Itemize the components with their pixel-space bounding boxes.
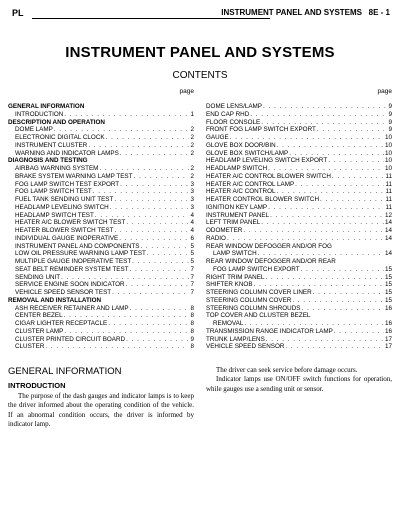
toc-entry-label: BRAKE SYSTEM WARNING LAMP TEST bbox=[15, 172, 133, 180]
toc-leader-dots bbox=[250, 111, 387, 119]
toc-leader-dots bbox=[320, 196, 384, 204]
toc-entry-page: 8 bbox=[190, 312, 194, 320]
toc-entry-label: INTRODUCTION bbox=[15, 110, 64, 118]
toc-entry-label: IGNITION KEY LAMP bbox=[206, 203, 268, 211]
toc-entry-label: DOME LENS/LAMP bbox=[206, 103, 262, 110]
toc-entry-label: INDIVIDUAL GAUGE INOPERATIVE bbox=[15, 234, 119, 242]
toc-entry-label: ODOMETER bbox=[206, 227, 243, 234]
toc-entry[interactable] bbox=[8, 150, 194, 158]
toc-entry-label: SENDING UNIT bbox=[15, 273, 61, 281]
toc-entry-label: HEADLAMP LEVELING SWITCH EXPORT bbox=[206, 157, 328, 165]
toc-entry[interactable] bbox=[206, 243, 392, 251]
toc-entry-page: 7 bbox=[190, 281, 194, 289]
toc-entry-label: CLUSTER LAMP bbox=[15, 327, 64, 335]
toc-entry-label: GAUGE bbox=[206, 134, 229, 141]
toc-leader-dots bbox=[317, 126, 388, 134]
toc-entry[interactable] bbox=[206, 126, 392, 134]
toc-entry-label: FOG LAMP SWITCH TEST bbox=[15, 188, 92, 196]
toc-entry-page: 2 bbox=[190, 149, 194, 157]
toc-leader-dots bbox=[99, 165, 189, 173]
toc-leader-dots bbox=[140, 243, 189, 251]
toc-entry-page: 7 bbox=[190, 265, 194, 273]
toc-entry-label: HEATER A/C CONTROL BLOWER SWITCH bbox=[206, 172, 331, 180]
toc-entry-label: STEERING COLUMN COVER bbox=[206, 296, 292, 304]
toc-entry-label: DOME LAMP bbox=[15, 126, 53, 134]
toc-left-column bbox=[8, 88, 194, 351]
toc-entry-page: 5 bbox=[190, 250, 194, 258]
toc-entry-label: VEHICLE SPEED SENSOR TEST bbox=[15, 289, 112, 296]
toc-entry[interactable] bbox=[8, 126, 194, 134]
toc-leader-dots bbox=[112, 289, 189, 297]
toc-entry-page: 9 bbox=[388, 118, 392, 126]
toc-leader-dots bbox=[93, 188, 190, 196]
toc-entry[interactable] bbox=[206, 320, 392, 328]
toc-leader-dots bbox=[61, 274, 189, 282]
toc-entry-page: 5 bbox=[190, 242, 194, 250]
toc-entry[interactable] bbox=[8, 165, 194, 173]
toc-entry-label: CENTER BEZEL bbox=[15, 312, 63, 320]
toc-entry-page: 10 bbox=[384, 134, 392, 141]
toc-entry[interactable] bbox=[8, 111, 194, 119]
toc-entry-page: 16 bbox=[384, 304, 392, 312]
toc-entry-label: REAR WINDOW DEFOGGER AND/OR FOG bbox=[206, 242, 332, 250]
toc-entry-page: 11 bbox=[385, 196, 392, 203]
toc-entry-page: 10 bbox=[384, 165, 392, 172]
toc-section-heading bbox=[8, 103, 194, 111]
toc-entry-label: HEADLAMP SWITCH bbox=[206, 165, 268, 172]
toc-entry[interactable] bbox=[8, 173, 194, 181]
toc-entry-page: 4 bbox=[190, 227, 194, 234]
toc-entry[interactable] bbox=[8, 266, 194, 274]
contents-heading: CONTENTS bbox=[172, 70, 228, 81]
toc-leader-dots bbox=[266, 336, 384, 344]
toc-entry-label: LAMP SWITCH bbox=[213, 250, 257, 258]
toc-entry-page: 12 bbox=[384, 211, 392, 219]
toc-leader-dots bbox=[258, 250, 384, 258]
toc-entry-page: 11 bbox=[385, 180, 392, 188]
toc-entry-page: 7 bbox=[190, 273, 194, 281]
toc-leader-dots bbox=[265, 274, 384, 282]
toc-entry-label: GLOVE BOX DOOR/BIN bbox=[206, 141, 276, 149]
toc-entry[interactable] bbox=[206, 150, 392, 158]
toc-entry-label: RADIO bbox=[206, 234, 226, 242]
toc-entry-label: TOP COVER AND CLUSTER BEZEL bbox=[206, 312, 311, 320]
toc-entry-page: 7 bbox=[190, 289, 194, 296]
toc-entry[interactable] bbox=[206, 312, 392, 320]
toc-entry-page: 10 bbox=[384, 157, 392, 165]
toc-entry-page: 9 bbox=[388, 126, 392, 134]
toc-leader-dots bbox=[95, 212, 190, 220]
toc-entry-label: TRUNK LAMP/LENS bbox=[206, 335, 265, 343]
toc-entry-label: AIRBAG WARNING SYSTEM bbox=[15, 165, 99, 172]
toc-entry-label: STEERING COLUMN COVER LINER bbox=[206, 289, 312, 296]
toc-leader-dots bbox=[334, 328, 384, 336]
introduction-paragraph: The purpose of the dash gauges and indicator lamps is to keep the driver informed about the operating condition of the vehicle. If an abnormal condition occurs, the driver is informed by indicator lamp. bbox=[8, 392, 194, 429]
toc-entry-label: FUEL TANK SENDING UNIT TEST bbox=[15, 196, 114, 203]
toc-entry-page: 9 bbox=[388, 103, 392, 110]
toc-leader-dots bbox=[120, 181, 189, 189]
toc-entry-label: INSTRUMENT PANEL bbox=[206, 211, 270, 219]
toc-leader-dots bbox=[254, 281, 384, 289]
toc-leader-dots bbox=[277, 188, 385, 196]
toc-section-label: REMOVAL AND INSTALLATION bbox=[8, 296, 102, 304]
introduction-continued bbox=[206, 366, 392, 394]
toc-entry[interactable] bbox=[206, 196, 392, 204]
toc-entry-label: HEATER A/C CONTROL bbox=[206, 188, 276, 196]
toc-entry-page: 14 bbox=[384, 234, 392, 242]
toc-section-label: DIAGNOSIS AND TESTING bbox=[8, 157, 88, 165]
toc-entry-label: FOG LAMP SWITCH EXPORT bbox=[213, 265, 300, 273]
toc-entry-label: FRONT FOG LAMP SWITCH EXPORT bbox=[206, 126, 316, 134]
toc-entry[interactable] bbox=[8, 212, 194, 220]
toc-leader-dots bbox=[243, 227, 384, 235]
toc-entry-page: 1 bbox=[190, 110, 194, 118]
toc-entry[interactable] bbox=[206, 328, 392, 336]
toc-entry-label: SHIFTER KNOB bbox=[206, 281, 253, 289]
header-model-code: PL bbox=[12, 8, 24, 18]
toc-entry[interactable] bbox=[206, 188, 392, 196]
toc-entry-label: SEAT BELT REMINDER SYSTEM TEST bbox=[15, 265, 129, 273]
toc-leader-dots bbox=[133, 173, 189, 181]
toc-leader-dots bbox=[45, 343, 189, 351]
toc-entry-label: HEATER BLOWER SWITCH TEST bbox=[15, 227, 114, 234]
toc-entry[interactable] bbox=[206, 266, 392, 274]
toc-entry-page: 15 bbox=[384, 281, 392, 289]
toc-entry-label: HEADLAMP SWITCH TEST bbox=[15, 211, 94, 219]
toc-entry-label: REMOVAL bbox=[213, 320, 244, 327]
toc-entry-page: 5 bbox=[190, 258, 194, 265]
toc-entry[interactable] bbox=[8, 219, 194, 227]
toc-entry-page: 15 bbox=[384, 289, 392, 296]
toc-entry[interactable] bbox=[8, 227, 194, 235]
toc-entry-page: 3 bbox=[190, 188, 194, 196]
toc-entry[interactable] bbox=[206, 204, 392, 212]
toc-entry[interactable] bbox=[206, 157, 392, 165]
toc-entry-page: 2 bbox=[190, 126, 194, 134]
toc-leader-dots bbox=[244, 320, 384, 328]
toc-entry[interactable] bbox=[206, 235, 392, 243]
toc-leader-dots bbox=[328, 157, 384, 165]
toc-entry-page: 15 bbox=[384, 265, 392, 273]
toc-entry-label: CLUSTER PRINTED CIRCUIT BOARD bbox=[15, 335, 126, 343]
toc-entry[interactable] bbox=[206, 281, 392, 289]
toc-entry-page: 15 bbox=[384, 273, 392, 281]
toc-leader-dots bbox=[126, 281, 190, 289]
toc-entry-label: HEATER A/C CONTROL LAMP bbox=[206, 180, 295, 188]
toc-leader-dots bbox=[130, 305, 190, 313]
toc-section-label: DESCRIPTION AND OPERATION bbox=[8, 118, 105, 126]
toc-entry[interactable] bbox=[8, 204, 194, 212]
toc-entry-page: 14 bbox=[384, 250, 392, 258]
toc-entry-page: 15 bbox=[384, 296, 392, 304]
toc-entry[interactable] bbox=[206, 181, 392, 189]
toc-entry[interactable] bbox=[8, 312, 194, 320]
toc-leader-dots bbox=[106, 134, 190, 142]
toc-leader-dots bbox=[277, 142, 384, 150]
toc-entry-page: 11 bbox=[385, 203, 392, 211]
toc-leader-dots bbox=[295, 181, 384, 189]
toc-entry[interactable] bbox=[8, 142, 194, 150]
toc-entry[interactable] bbox=[8, 134, 194, 142]
header-rule bbox=[32, 18, 270, 19]
toc-section-heading bbox=[8, 297, 194, 305]
toc-entry-page: 2 bbox=[190, 141, 194, 149]
toc-entry[interactable] bbox=[8, 343, 194, 351]
toc-entry-page: 2 bbox=[190, 134, 194, 141]
toc-entry[interactable] bbox=[8, 188, 194, 196]
toc-entry-page: 8 bbox=[190, 343, 194, 351]
toc-entry-page: 10 bbox=[384, 149, 392, 157]
toc-entry-page: 2 bbox=[190, 165, 194, 172]
toc-entry-page: 3 bbox=[190, 196, 194, 203]
toc-leader-dots bbox=[301, 305, 384, 313]
toc-entry-label: GLOVE BOX SWITCH/LAMP bbox=[206, 149, 289, 157]
toc-entry[interactable] bbox=[206, 289, 392, 297]
toc-entry-page: 17 bbox=[384, 335, 392, 343]
toc-entry-page: 14 bbox=[384, 227, 392, 234]
page-column-label: page bbox=[179, 88, 194, 95]
toc-leader-dots bbox=[108, 320, 189, 328]
toc-entry-label: STEERING COLUMN SHROUDS bbox=[206, 304, 301, 312]
page-column-label: page bbox=[377, 88, 392, 95]
toc-entry[interactable] bbox=[8, 305, 194, 313]
toc-entry[interactable] bbox=[206, 119, 392, 127]
toc-entry-label: HEATER A/C BLOWER SWITCH TEST bbox=[15, 219, 126, 227]
toc-entry[interactable] bbox=[206, 227, 392, 235]
toc-entry[interactable] bbox=[206, 212, 392, 220]
toc-leader-dots bbox=[88, 142, 189, 150]
toc-right-column bbox=[206, 88, 392, 351]
toc-leader-dots bbox=[332, 173, 385, 181]
toc-leader-dots bbox=[268, 204, 384, 212]
toc-entry[interactable] bbox=[206, 165, 392, 173]
toc-entry[interactable] bbox=[206, 250, 392, 258]
toc-entry-label: FLOOR CONSOLE bbox=[206, 118, 261, 126]
toc-entry[interactable] bbox=[8, 196, 194, 204]
toc-entry[interactable] bbox=[8, 235, 194, 243]
toc-entry-page: 3 bbox=[190, 180, 194, 188]
toc-entry-label: MULTIPLE GAUGE INOPERATIVE TEST bbox=[15, 258, 132, 265]
toc-leader-dots bbox=[64, 328, 189, 336]
toc-entry[interactable] bbox=[206, 343, 392, 351]
toc-entry-page: 14 bbox=[384, 219, 392, 227]
paragraph: The driver can seek service before damage occurs. bbox=[216, 366, 358, 374]
toc-leader-dots bbox=[147, 250, 190, 258]
toc-leader-dots bbox=[119, 235, 189, 243]
toc-entry-label: WARNING AND INDICATOR LAMPS bbox=[15, 149, 119, 157]
header-section-title: INSTRUMENT PANEL AND SYSTEMS bbox=[221, 8, 362, 17]
toc-leader-dots bbox=[64, 111, 189, 119]
document-title: INSTRUMENT PANEL AND SYSTEMS bbox=[65, 44, 335, 61]
toc-entry-label: LOW OIL PRESSURE WARNING LAMP TEST bbox=[15, 250, 146, 258]
toc-entry-label: INSTRUMENT CLUSTER bbox=[15, 141, 88, 149]
toc-entry-label: ELECTRONIC DIGITAL CLOCK bbox=[15, 134, 105, 141]
toc-entry[interactable] bbox=[8, 320, 194, 328]
toc-section-heading bbox=[8, 157, 194, 165]
toc-entry-label: SERVICE ENGINE SOON INDICATOR bbox=[15, 281, 125, 289]
toc-entry[interactable] bbox=[206, 142, 392, 150]
toc-entry[interactable] bbox=[206, 336, 392, 344]
toc-entry-page: 16 bbox=[384, 320, 392, 327]
introduction-heading: INTRODUCTION bbox=[8, 381, 66, 390]
toc-entry[interactable] bbox=[8, 243, 194, 251]
toc-entry[interactable] bbox=[8, 336, 194, 344]
toc-entry-page: 3 bbox=[190, 203, 194, 211]
toc-entry[interactable] bbox=[206, 173, 392, 181]
toc-entry-label: INSTRUMENT PANEL AND COMPONENTS bbox=[15, 242, 140, 250]
header-page-number: 8E - 1 bbox=[368, 8, 390, 17]
toc-entry-page: 16 bbox=[384, 327, 392, 335]
toc-leader-dots bbox=[289, 150, 384, 158]
toc-leader-dots bbox=[126, 336, 189, 344]
toc-entry-page: 11 bbox=[385, 172, 392, 180]
toc-entry-label: FOG LAMP SWITCH TEST EXPORT bbox=[15, 180, 120, 188]
toc-entry-label: REAR WINDOW DEFOGGER AND/OR REAR bbox=[206, 258, 336, 265]
toc-entry[interactable] bbox=[206, 305, 392, 313]
toc-entry-page: 2 bbox=[190, 172, 194, 180]
toc-entry[interactable] bbox=[206, 134, 392, 142]
toc-entry-page: 6 bbox=[190, 234, 194, 242]
toc-leader-dots bbox=[227, 235, 384, 243]
toc-entry[interactable] bbox=[8, 274, 194, 282]
toc-entry[interactable] bbox=[206, 103, 392, 111]
toc-entry-page: 17 bbox=[384, 343, 392, 351]
toc-entry[interactable] bbox=[206, 258, 392, 266]
toc-entry[interactable] bbox=[206, 219, 392, 227]
toc-entry-page: 10 bbox=[384, 141, 392, 149]
page-header bbox=[8, 8, 392, 22]
toc-entry[interactable] bbox=[8, 258, 194, 266]
toc-entry-page: 11 bbox=[385, 188, 392, 196]
toc-entry-page: 8 bbox=[190, 320, 194, 327]
toc-entry-label: HEATER CONTROL BLOWER SWITCH bbox=[206, 196, 319, 203]
toc-entry-page: 8 bbox=[190, 327, 194, 335]
toc-entry[interactable] bbox=[206, 297, 392, 305]
toc-leader-dots bbox=[120, 150, 190, 158]
toc-entry-page: 4 bbox=[190, 219, 194, 227]
toc-leader-dots bbox=[114, 196, 189, 204]
toc-leader-dots bbox=[64, 312, 190, 320]
toc-entry-label: HEADLAMP LEVELING SWITCH bbox=[15, 203, 109, 211]
paragraph: Indicator lamps use ON/OFF switch functions for operation, while gauges use a sending unit or sensor. bbox=[206, 375, 392, 393]
toc-section-label: GENERAL INFORMATION bbox=[8, 103, 85, 110]
toc-leader-dots bbox=[268, 165, 384, 173]
toc-leader-dots bbox=[285, 343, 384, 351]
toc-leader-dots bbox=[54, 126, 190, 134]
toc-entry[interactable] bbox=[8, 250, 194, 258]
toc-leader-dots bbox=[114, 227, 189, 235]
toc-entry-label: TRANSMISSION RANGE INDICATOR LAMP bbox=[206, 327, 333, 335]
toc-entry-label: RIGHT TRIM PANEL bbox=[206, 273, 265, 281]
toc-entry[interactable] bbox=[8, 181, 194, 189]
toc-entry[interactable] bbox=[8, 281, 194, 289]
toc-leader-dots bbox=[126, 219, 189, 227]
toc-entry[interactable] bbox=[206, 274, 392, 282]
toc-entry[interactable] bbox=[8, 289, 194, 297]
toc-leader-dots bbox=[110, 204, 190, 212]
toc-leader-dots bbox=[263, 103, 387, 111]
toc-entry-label: LEFT TRIM PANEL bbox=[206, 219, 261, 227]
toc-leader-dots bbox=[261, 219, 384, 227]
toc-leader-dots bbox=[301, 266, 384, 274]
toc-leader-dots bbox=[313, 289, 384, 297]
toc-entry[interactable] bbox=[8, 328, 194, 336]
toc-left-list bbox=[8, 103, 194, 351]
toc-leader-dots bbox=[132, 258, 189, 266]
general-information-heading: GENERAL INFORMATION bbox=[8, 366, 122, 377]
toc-entry-page: 9 bbox=[190, 335, 194, 343]
toc-leader-dots bbox=[261, 119, 387, 127]
toc-right-list bbox=[206, 103, 392, 351]
toc-entry-page: 8 bbox=[190, 304, 194, 312]
toc-entry-page: 9 bbox=[388, 110, 392, 118]
toc-section-heading bbox=[8, 119, 194, 127]
toc-entry-label: END CAP RHD bbox=[206, 110, 250, 118]
toc-leader-dots bbox=[230, 134, 384, 142]
toc-entry[interactable] bbox=[206, 111, 392, 119]
toc-entry-label: CLUSTER bbox=[15, 343, 45, 351]
toc-entry-label: VEHICLE SPEED SENSOR bbox=[206, 343, 285, 351]
toc-leader-dots bbox=[292, 297, 384, 305]
toc-leader-dots bbox=[130, 266, 190, 274]
toc-entry-page: 4 bbox=[190, 211, 194, 219]
toc-entry-label: CIGAR LIGHTER RECEPTACLE bbox=[15, 320, 108, 327]
toc-leader-dots bbox=[270, 212, 384, 220]
toc-entry-label: ASH RECEIVER RETAINER AND LAMP bbox=[15, 304, 129, 312]
